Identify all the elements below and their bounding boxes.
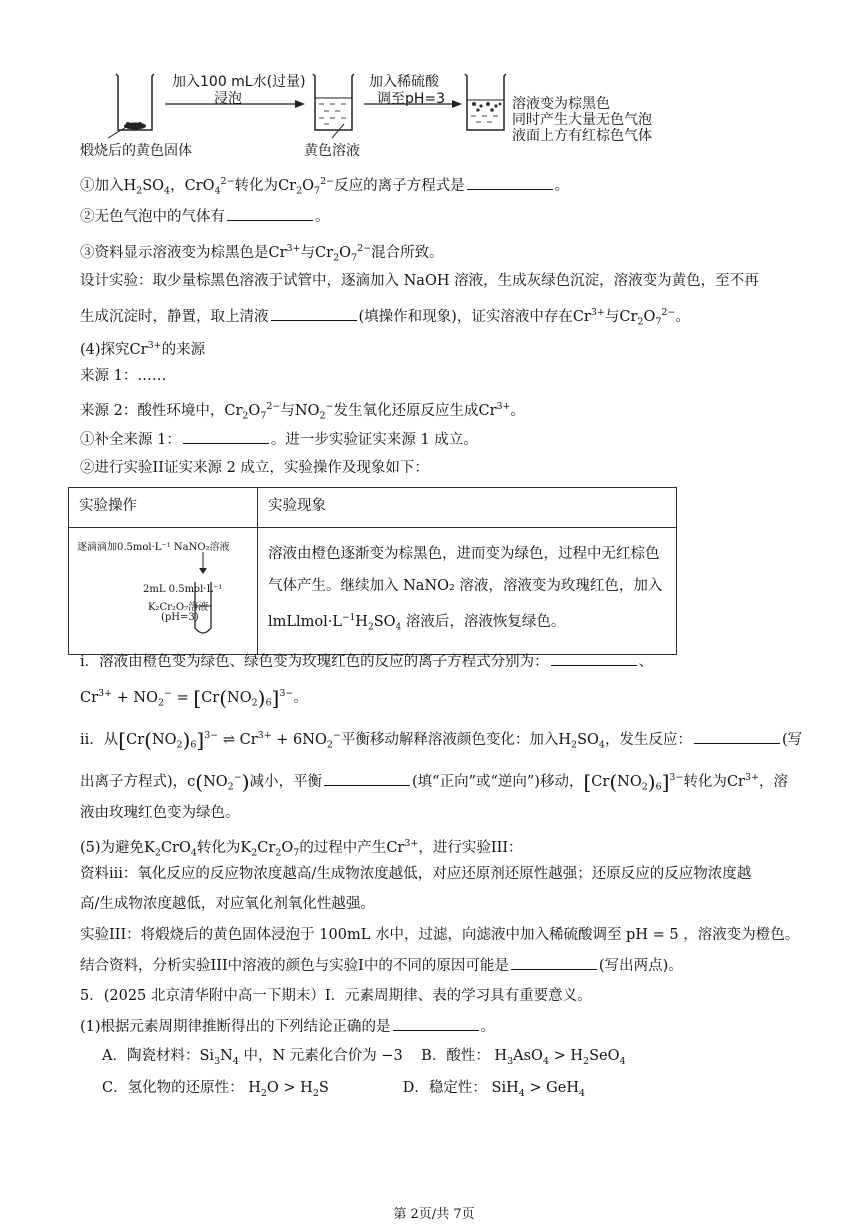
beaker-2-icon xyxy=(313,74,354,130)
page-footer: 第 2页/共 7页 xyxy=(393,1207,475,1222)
answer-blank[interactable] xyxy=(183,429,269,444)
section-4-title: (4)探究$Cr^{3+}$的来源 xyxy=(80,340,206,358)
answer-blank[interactable] xyxy=(324,771,410,786)
q5-title: 5．(2025 北京清华附中高一下期末）I．元素周期律、表的学习具有重要意义。 xyxy=(80,988,592,1004)
ii-line-1: ii．从$[Cr(NO_2)_6]^{3-}$ ⇌ $Cr^{3+} + 6NO_2^-$平衡移动解释溶液颜色变化：加入$H_2SO_4$，发生反应： (写 xyxy=(80,727,803,752)
answer-blank[interactable] xyxy=(393,1016,479,1031)
phen-line-1: 溶液由橙色逐渐变为棕黑色，进而变为绿色，过程中无红棕色 xyxy=(268,546,660,562)
beaker-1-icon xyxy=(116,74,154,130)
answer-blank[interactable] xyxy=(694,729,780,744)
design-line-1: 设计实验：取少量棕黑色溶液于试管中，逐滴加入 NaOH 溶液，生成灰绿色沉淀，溶液变为黄色，至不再 xyxy=(80,273,759,289)
q5-1-line: (1)根据元素周期律推断得出的下列结论正确的是 。 xyxy=(80,1016,495,1037)
answer-blank[interactable] xyxy=(271,306,357,321)
beaker-3-icon xyxy=(465,74,506,130)
yellow-solution-label: 黄色溶液 xyxy=(304,143,360,159)
step1-action-label: 浸泡 xyxy=(214,91,242,107)
s4-q2-line: ②进行实验II证实来源 2 成立，实验操作及现象如下： xyxy=(80,460,429,476)
source-1-line: 来源 1：…… xyxy=(80,368,167,384)
info-line-2: 高/生成物浓度越低，对应氧化剂氧化性越强。 xyxy=(80,896,375,912)
answer-blank[interactable] xyxy=(227,206,313,221)
op-reagent-label: 逐滴滴加0.5mol·L⁻¹ NaNO₂溶液 xyxy=(77,542,230,553)
q1-line: ①加入$H_2SO_4$，CrO$_4^{2-}$转化为$Cr_2O_7^{2-}$反应的离子方程式是 。 xyxy=(80,176,570,197)
phenomenon-cell xyxy=(258,528,677,655)
header-operation: 实验操作 xyxy=(69,488,258,528)
option-c-d-line[interactable]: C．氢化物的还原性： $H_2O > H_2S$ D．稳定性： SiH$_4$ > GeH$_4$ xyxy=(102,1080,586,1099)
step2-reagent-label: 加入稀硫酸 xyxy=(369,74,439,90)
q2-line: ②无色气泡中的气体有 。 xyxy=(80,206,330,227)
step2-action-label: 调至pH=3 xyxy=(377,91,446,107)
observation-2: 同时产生大量无色气泡 xyxy=(512,112,652,128)
s4-q1-line: ①补全来源 1： 。进一步实验证实来源 1 成立。 xyxy=(80,429,478,450)
observation-1: 溶液变为棕黑色 xyxy=(512,96,610,112)
op-tube-label-1: 2mL 0.5mol·L⁻¹ xyxy=(143,584,223,595)
i-line: i．溶液由橙色变为绿色、绿色变为玫瑰红色的反应的离子方程式分别为： 、 xyxy=(80,651,653,672)
header-phenomenon: 实验现象 xyxy=(258,488,677,528)
phen-line-3: $lmLlmol\cdot L^{-1}H_2SO_4$ 溶液后，溶液恢复绿色。 xyxy=(268,613,566,633)
step1-reagent-label: 加入100 mL水(过量) xyxy=(172,74,306,90)
solid-label: 煅烧后的黄色固体 xyxy=(80,143,192,159)
section-5-line: (5)为避免$K_2CrO_4$转化为$K_2Cr_2O_7$的过程中产生$Cr^{3+}$，进行实验III： xyxy=(80,838,523,859)
op-tube-label-3: (pH=3) xyxy=(161,612,199,623)
q3-line: ③资料显示溶液变为棕黑色是$Cr^{3+}$与$Cr_2O_7^{2-}$混合所致。 xyxy=(80,243,444,264)
answer-blank[interactable] xyxy=(551,651,637,666)
exp3-line: 实验III：将煅烧后的黄色固体浸泡于 100mL 水中，过滤，向滤液中加入稀硫酸调至 pH = 5 ，溶液变为橙色。 xyxy=(80,927,800,943)
experiment-table xyxy=(68,487,677,655)
answer-blank[interactable] xyxy=(467,175,553,190)
combine-line: 结合资料，分析实验III中溶液的颜色与实验I中的不同的原因可能是 (写出两点)。 xyxy=(80,955,683,976)
info-line-1: 资料iii：氧化反应的反应物浓度越高/生成物浓度越低，对应还原剂还原性越强；还原反应的反应物浓度越 xyxy=(80,866,752,882)
source-2-line: 来源 2：酸性环境中，$Cr_2O_7^{2-}$与$NO_2^-$发生氧化还原反应生成$Cr^{3+}$。 xyxy=(80,401,526,422)
observation-3: 液面上方有红棕色气体 xyxy=(512,128,652,144)
i-equation: $Cr^{3+} + NO_2^- = [Cr(NO_2)_6]^{3-}$。 xyxy=(80,685,308,710)
test-tube-icon xyxy=(189,550,219,640)
operation-cell xyxy=(69,528,258,655)
answer-blank[interactable] xyxy=(511,955,597,970)
option-a-b-line[interactable]: A．陶瓷材料：$Si_3N_4$ 中，N 元素化合价为 −3 B．酸性： $H_3AsO_4 > H_2SeO_4$ xyxy=(102,1048,626,1067)
op-tube-label-2: K₂Cr₂O₇溶液 xyxy=(148,602,209,613)
ii-line-3: 液由玫瑰红色变为绿色。 xyxy=(80,805,240,821)
design-line-2: 生成沉淀时，静置，取上清液 (填操作和现象)，证实溶液中存在$Cr^{3+}$与$Cr_2O_7^{2-}$。 xyxy=(80,307,690,328)
ii-line-2: 出离子方程式)，$c(NO_2^-)$减小，平衡 (填“正向”或“逆向”)移动，$[Cr(NO_2)_6]^{3-}$转化为$Cr^{3+}$，溶 xyxy=(80,769,788,794)
phen-line-2: 气体产生。继续加入 NaNO₂ 溶液，溶液变为玫瑰红色，加入 xyxy=(268,578,663,594)
solution-pointer-line xyxy=(332,124,344,138)
